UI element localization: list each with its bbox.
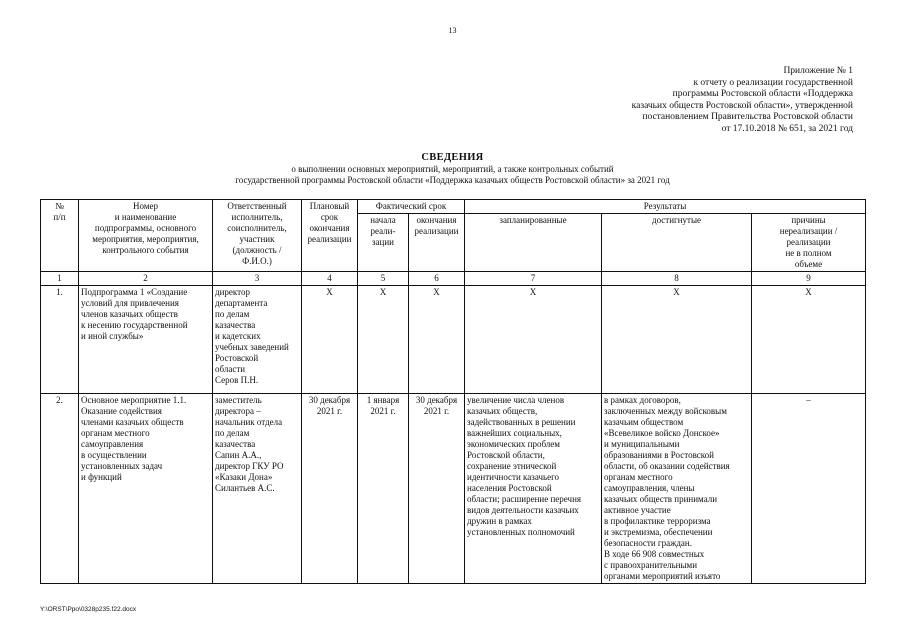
row-name: Подпрограмма 1 «Создание условий для привлечения членов казачьих обществ к несению государственной и иной службы» — [79, 286, 213, 394]
table-row — [41, 286, 866, 394]
row-reasons: – — [752, 394, 866, 584]
row-start: X — [358, 286, 409, 394]
appendix-line: казачьих обществ Ростовской области», утвержденной — [631, 100, 853, 111]
document-title: СВЕДЕНИЯ — [421, 152, 484, 163]
col-number: 9 — [752, 272, 866, 286]
row-responsible: заместитель директора – начальник отдела по делам казачества Сапин А.А., директор ГКУ РО «Казаки Дона» Силантьев А.С. — [213, 394, 302, 584]
row-name: Основное мероприятие 1.1. Оказание содействия членами казачьих обществ органам местного самоуправления в осуществлении установленных задач и функций — [79, 394, 213, 584]
header-name: Номер и наименование подпрограммы, основного мероприятия, мероприятия, контрольного события — [79, 200, 213, 272]
row-res-planned: X — [465, 286, 602, 394]
header-responsible: Ответственный исполнитель, соисполнитель, участник (должность / Ф.И.О.) — [213, 200, 302, 272]
column-number-row — [41, 272, 866, 286]
col-number: 4 — [302, 272, 358, 286]
col-number: 5 — [358, 272, 409, 286]
row-responsible: директор департамента по делам казачества и кадетских учебных заведений Ростовской области Серов П.Н. — [213, 286, 302, 394]
header-results-achieved: достигнутые — [602, 214, 752, 272]
row-end: 30 декабря 2021 г. — [409, 394, 465, 584]
row-res-planned: увеличение числа членов казачьих обществ, задействованных в решении важнейших социальных, экономических проблем Ростовской области, сохранение этнической идентичности казачьего населения Ростовской области; расширение перечня видов деятельности казачьих дружин в рамках установленных полномочий — [465, 394, 602, 584]
appendix-line: к отчету о реализации государственной — [693, 77, 853, 88]
appendix-line: от 17.10.2018 № 651, за 2021 год — [721, 123, 853, 134]
appendix-line: постановлением Правительства Ростовской области — [642, 112, 853, 122]
header-actual-end: окончания реализации — [409, 214, 465, 272]
row-reasons: X — [752, 286, 866, 394]
document-subtitle — [0, 164, 905, 186]
header-reasons: причины нереализации / реализации не в полном объеме — [752, 214, 866, 272]
col-number: 3 — [213, 272, 302, 286]
row-start: 1 января 2021 г. — [358, 394, 409, 584]
row-num: 2. — [41, 394, 79, 584]
header-results: Результаты — [465, 200, 866, 214]
col-number: 6 — [409, 272, 465, 286]
row-end: X — [409, 286, 465, 394]
row-planned: X — [302, 286, 358, 394]
row-res-achieved: X — [602, 286, 752, 394]
file-path-footer: Y:\ORST\Ppo\0328p235.f22.docx — [40, 606, 137, 613]
table-row — [41, 394, 866, 584]
report-table — [40, 199, 866, 584]
row-planned: 30 декабря 2021 г. — [302, 394, 358, 584]
header-num: № п/п — [41, 200, 79, 272]
col-number: 2 — [79, 272, 213, 286]
header-actual-start: начала реали- зации — [358, 214, 409, 272]
header-planned: Плановый срок окончания реализации — [302, 200, 358, 272]
col-number: 1 — [41, 272, 79, 286]
header-row — [41, 200, 866, 214]
subtitle-line-1: о выполнении основных мероприятий, мероприятий, а также контрольных событий — [291, 164, 614, 174]
subtitle-line-2: государственной программы Ростовской области «Поддержка казачьих обществ Ростовской области» за 2021 год — [235, 175, 670, 185]
appendix-block — [553, 66, 853, 135]
header-actual: Фактический срок — [358, 200, 465, 214]
row-num: 1. — [41, 286, 79, 394]
page-number: 13 — [448, 26, 457, 35]
col-number: 7 — [465, 272, 602, 286]
row-res-achieved: в рамках договоров, заключенных между войсковым казачьим обществом «Всевеликое войско Донское» и муниципальными образованиями в Ростовской области, об оказании содействия органам местного самоуправления, члены казачьих обществ принимали активное участие в профилактике терроризма и экстремизма, обеспечении безопасности граждан. В ходе 66 908 совместных с правоохранительными органами мероприятий изъято — [602, 394, 752, 584]
col-number: 8 — [602, 272, 752, 286]
appendix-line: программы Ростовской области «Поддержка — [672, 89, 853, 99]
header-results-planned: запланированные — [465, 214, 602, 272]
appendix-line: Приложение № 1 — [783, 66, 853, 76]
